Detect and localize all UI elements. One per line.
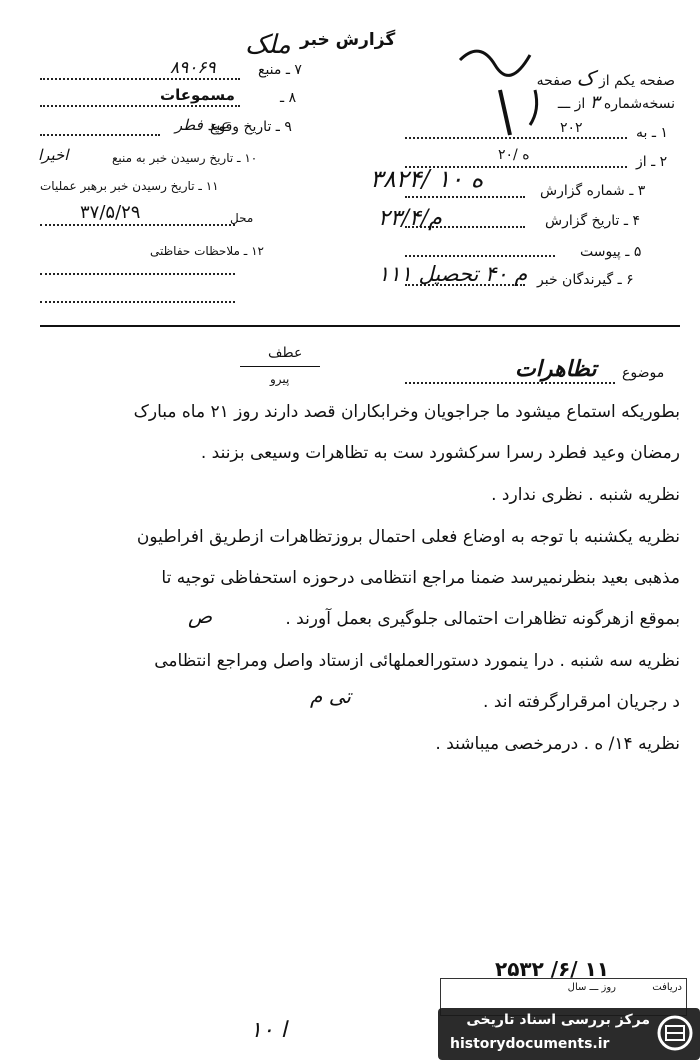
title-scribble: ملک — [245, 30, 291, 60]
form-title: گزارش خبر — [300, 30, 396, 50]
field-5-label: ۵ ـ پیوست — [580, 244, 642, 260]
field-3-line — [405, 196, 525, 198]
field-8-line — [40, 105, 240, 107]
field-7-line — [40, 78, 240, 80]
copy-from-value: ـــ — [557, 96, 571, 112]
field-10-value: اخیرا — [38, 146, 69, 164]
copy-line — [558, 92, 675, 113]
body-line-7: نظریه سه شنبه . درا ینمورد دستورالعملهائی ازستاد واصل ومراجع انتظامی — [154, 651, 680, 671]
initials-1: ص — [188, 604, 213, 628]
body-line-4: نظریه یکشنبه با توجه به اوضاع فعلی احتمال بروزتظاهرات ازطریق افراطیون — [136, 527, 680, 547]
field-11-line — [40, 224, 235, 226]
field-7-label: ۷ ـ منبع — [258, 62, 302, 78]
field-6-value: ۱۱۱ م ۴۰ تحصیل — [378, 262, 528, 286]
body-line-2: رمضان وعید فطرد رسرا سرکشورد ست به تظاهرات وسیعی بزنند . — [200, 443, 680, 463]
field-4-label: ۴ ـ تاریخ گزارش — [545, 213, 640, 229]
handwritten-scribble-icon — [440, 30, 560, 140]
field-2-label: ۲ ـ از — [636, 154, 668, 170]
field-6-label: ۶ ـ گیرندگان خبر — [537, 272, 634, 288]
body-line-3: نظریه شنبه . نظری ندارد . — [491, 485, 680, 505]
page-label: صفحه یکم از — [598, 73, 675, 89]
field-1-line — [405, 137, 627, 139]
peyro-label: پیرو — [270, 372, 290, 386]
copy-label: نسخه‌شماره — [603, 96, 675, 112]
body-line-6: بموقع ازهرگونه تظاهرات احتمالی جلوگیری بعمل آورند . — [285, 609, 680, 629]
field-9-value: عید فطر — [175, 116, 229, 134]
field-11-value: ۳۷/۵/۲۹ — [80, 202, 141, 223]
watermark-box — [438, 1008, 700, 1060]
page-value: ک — [576, 66, 595, 90]
subject-value: تظاهرات — [515, 356, 597, 382]
subject-line — [405, 382, 615, 384]
field-1-value: ۲۰۲ — [560, 120, 583, 136]
header-separator — [40, 325, 680, 327]
watermark-url: historydocuments.ir — [450, 1036, 610, 1052]
field-9-label: ۹ ـ تاریخ وقوع — [210, 119, 292, 135]
field-10-label: ۱۰ ـ تاریخ رسیدن خبر به منبع — [112, 151, 258, 165]
subject-label: موضوع — [622, 365, 665, 381]
archive-number: ۲۵۳۲ /۶/ ۱۱ — [495, 957, 609, 981]
field-9-line — [40, 134, 160, 136]
copy-from: از — [574, 96, 586, 112]
field-12-label: ۱۲ ـ ملاحظات حفاظتی — [150, 244, 264, 258]
stamp-line-1: دریافت — [652, 982, 682, 993]
initials-2: تی م — [310, 684, 351, 708]
field-5-line — [405, 255, 555, 257]
field-3-label: ۳ ـ شماره گزارش — [540, 183, 646, 199]
archive-logo-icon — [656, 1014, 694, 1052]
bottom-scribble: ا ۱۰ — [250, 1018, 287, 1043]
field-12-line-2 — [40, 301, 235, 303]
atf-label: عطف — [268, 345, 303, 361]
field-11-label: ۱۱ ـ تاریخ رسیدن خبر برهبر عملیات — [40, 179, 219, 193]
body-line-5: مذهبی بعید بنظرنمیرسد ضمنا مراجع انتظامی درحوزه استحفاظی توجیه تا — [161, 568, 680, 588]
field-8-value: مسموعات — [160, 86, 235, 104]
page-suffix: صفحه — [536, 73, 573, 89]
stamp-line-2: روز ـــ سال — [567, 982, 616, 993]
field-7-value: ۸۹۰۶۹ — [170, 58, 216, 78]
field-12-line-1 — [40, 273, 235, 275]
field-4-value: ۲۳/۴/م — [378, 206, 442, 231]
watermark-title: مرکز بررسی اسناد تاریخی — [466, 1012, 650, 1028]
field-3-value: ۳۸۲۴/ ۱۰ ه — [370, 165, 484, 193]
location-label: محل — [230, 211, 254, 225]
body-line-8: د رجریان امرقرارگرفته اند . — [483, 692, 680, 712]
copy-value: ۳ — [589, 92, 600, 113]
field-2-value: ۲۰/ ه — [498, 147, 530, 163]
field-1-label: ۱ ـ به — [636, 125, 668, 141]
atf-peyro-divider — [240, 366, 320, 367]
field-8-label: ۸ ـ — [280, 90, 297, 106]
body-line-1: بطوریکه استماع میشود ما جراجویان وخرابکاران قصد دارند روز ۲۱ ماه مبارک — [133, 402, 680, 422]
body-line-9: نظریه ۱۴/ ه . درمرخصی میباشند . — [435, 734, 680, 754]
